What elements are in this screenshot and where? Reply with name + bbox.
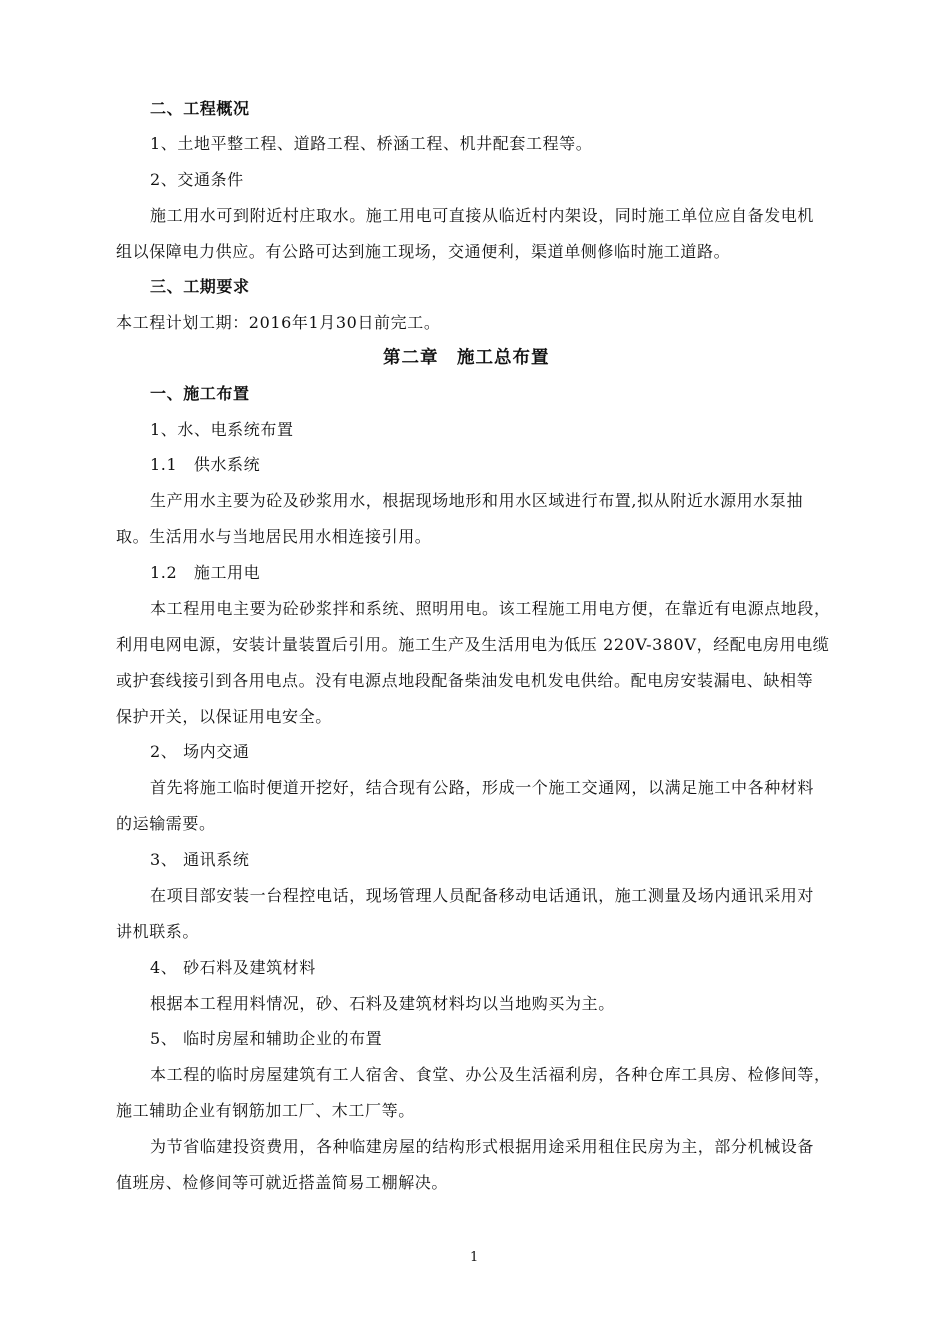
paragraph-power-line-4: 保护开关，以保证用电安全。 (116, 707, 332, 726)
chapter-title: 第二章 施工总布置 (383, 348, 550, 368)
subheading-temporary-buildings: 5、 临时房屋和辅助企业的布置 (150, 1029, 383, 1048)
subheading-water-power: 1、水、电系统布置 (150, 420, 294, 439)
subheading-materials: 4、 砂石料及建筑材料 (150, 958, 316, 977)
paragraph-power-line-2: 利用电网电源，安装计量装置后引用。施工生产及生活用电为低压 220V-380V，经配电房用电缆 (116, 635, 830, 654)
subheading-traffic-conditions: 2、交通条件 (150, 170, 244, 189)
subheading-site-traffic: 2、 场内交通 (150, 742, 250, 761)
paragraph-communication-line-1: 在项目部安装一台程控电话，现场管理人员配备移动电话通讯，施工测量及场内通讯采用对 (150, 886, 815, 905)
paragraph-schedule: 本工程计划工期：2016年1月30日前完工。 (116, 313, 441, 332)
paragraph-power-line-1: 本工程用电主要为砼砂浆拌和系统、照明用电。该工程施工用电方便，在靠近有电源点地段， (150, 599, 831, 618)
subheading-power: 1.2 施工用电 (150, 563, 261, 582)
paragraph-site-traffic-line-2: 的运输需要。 (116, 814, 216, 833)
paragraph-traffic-line-2: 组以保障电力供应。有公路可达到施工现场，交通便利，渠道单侧修临时施工道路。 (116, 242, 731, 261)
paragraph-work-items: 1、土地平整工程、道路工程、桥涵工程、机井配套工程等。 (150, 134, 593, 153)
paragraph-traffic-line-1: 施工用水可到附近村庄取水。施工用电可直接从临近村内架设，同时施工单位应自备发电机 (150, 206, 815, 225)
page-number: 1 (470, 1250, 479, 1265)
paragraph-materials: 根据本工程用料情况，砂、石料及建筑材料均以当地购买为主。 (150, 994, 615, 1013)
paragraph-cost-line-2: 值班房、检修间等可就近搭盖简易工棚解决。 (116, 1173, 449, 1192)
subheading-water-supply: 1.1 供水系统 (150, 455, 261, 474)
subheading-communication: 3、 通讯系统 (150, 850, 250, 869)
paragraph-water-line-1: 生产用水主要为砼及砂浆用水，根据现场地形和用水区域进行布置,拟从附近水源用水泵抽 (150, 491, 804, 510)
section-heading-schedule: 三、工期要求 (150, 277, 250, 296)
paragraph-site-traffic-line-1: 首先将施工临时便道开挖好，结合现有公路，形成一个施工交通网，以满足施工中各种材料 (150, 778, 815, 797)
paragraph-water-line-2: 取。生活用水与当地居民用水相连接引用。 (116, 527, 432, 546)
paragraph-temporary-line-2: 施工辅助企业有钢筋加工厂、木工厂等。 (116, 1101, 415, 1120)
section-heading-layout: 一、施工布置 (150, 384, 250, 403)
paragraph-temporary-line-1: 本工程的临时房屋建筑有工人宿舍、食堂、办公及生活福利房，各种仓库工具房、检修间等， (150, 1065, 831, 1084)
section-heading-project-overview: 二、工程概况 (150, 99, 250, 118)
paragraph-cost-line-1: 为节省临建投资费用，各种临建房屋的结构形式根据用途采用租住民房为主，部分机械设备 (150, 1137, 815, 1156)
paragraph-communication-line-2: 讲机联系。 (116, 922, 200, 941)
paragraph-power-line-3: 或护套线接引到各用电点。没有电源点地段配备柴油发电机发电供给。配电房安装漏电、缺相等 (116, 671, 814, 690)
